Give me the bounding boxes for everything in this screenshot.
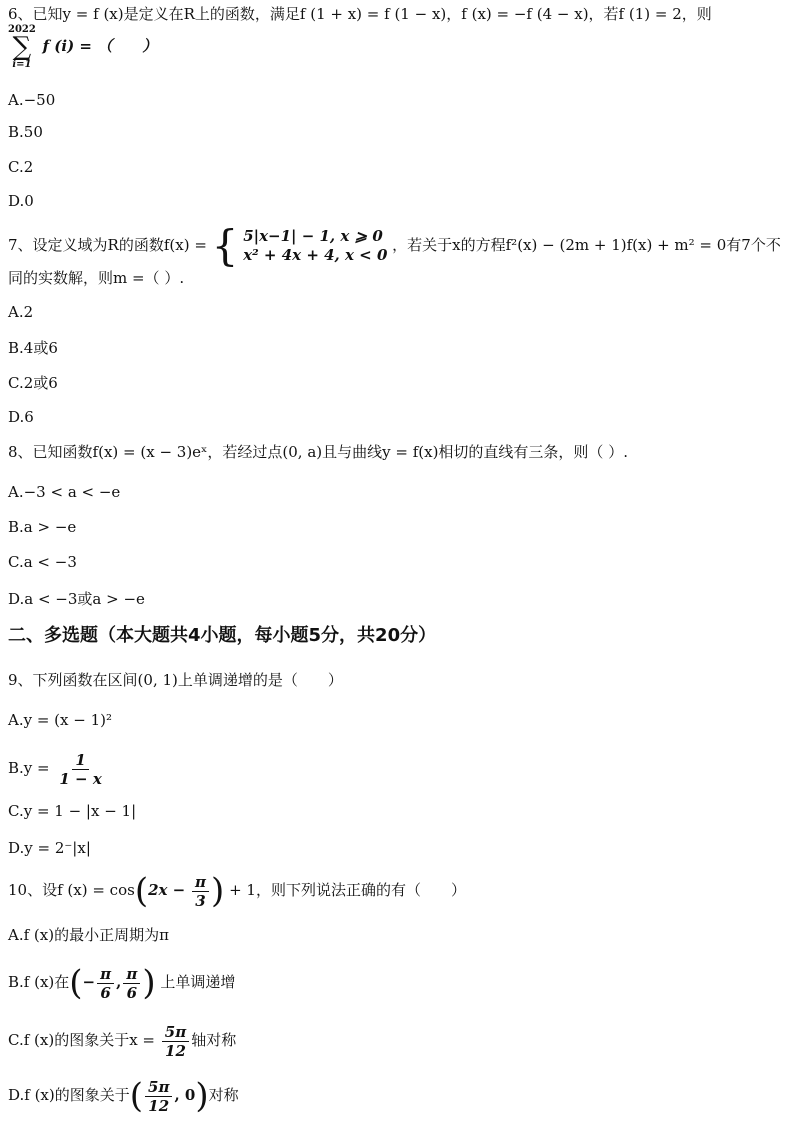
q10-option-d-suffix: 对称 xyxy=(208,1086,239,1104)
denominator: 3 xyxy=(195,891,206,910)
q10-option-c-prefix: C.f (x)的图象关于x = xyxy=(8,1031,155,1049)
q10-stem-suffix: + 1，则下列说法正确的有（ ） xyxy=(229,881,466,899)
numerator: 5π xyxy=(145,1078,172,1097)
q9-option-b xyxy=(8,750,107,788)
right-paren: ) xyxy=(195,1076,209,1116)
section-heading: 二、多选题（本大题共4小题，每小题5分，共20分） xyxy=(8,625,437,646)
q10-option-c-suffix: 轴对称 xyxy=(191,1031,237,1049)
left-paren: ( xyxy=(134,871,149,911)
denominator: 12 xyxy=(148,1096,170,1115)
q8-stem: 8、已知函数f(x) = (x − 3)eˣ，若经过点(0, a)且与曲线y = f(x)相切的直线有三条，则（ ）. xyxy=(8,443,628,461)
q7-option-a: A.2 xyxy=(8,303,34,321)
q6-sum-line xyxy=(8,24,157,70)
left-paren: ( xyxy=(129,1076,144,1116)
fraction xyxy=(56,751,104,788)
fraction xyxy=(145,1078,172,1115)
q6-option-c: C.2 xyxy=(8,158,34,176)
q9-option-d: D.y = 2⁻|x| xyxy=(8,839,91,857)
q8-option-a: A.−3 < a < −e xyxy=(8,483,121,501)
q7-stem-suffix: ，若关于x的方程f²(x) − (2m + 1)f(x) + m² = 0有7个不 xyxy=(392,236,781,254)
right-paren: ) xyxy=(142,963,156,1003)
q7-stem-prefix: 7、设定义域为R的函数f(x) = xyxy=(8,236,207,254)
q10-option-b-suffix: 上单调递增 xyxy=(160,973,236,991)
comma-zero: , 0 xyxy=(174,1086,196,1104)
denominator: 1 − x xyxy=(59,769,102,788)
q7-stem-line2: 同的实数解，则m =（ ）. xyxy=(8,269,185,287)
right-paren: ) xyxy=(211,871,225,911)
q8-option-c: C.a < −3 xyxy=(8,553,77,571)
q9-option-a: A.y = (x − 1)² xyxy=(8,711,113,729)
case-1: 5|x−1| − 1, x ⩾ 0 xyxy=(243,227,383,245)
q10-option-b-prefix: B.f (x)在 xyxy=(8,973,70,991)
q10-option-a: A.f (x)的最小正周期为π xyxy=(8,926,169,944)
q6-option-a: A.−50 xyxy=(8,91,56,109)
numerator: 1 xyxy=(72,751,88,770)
q8-option-d: D.a < −3或a > −e xyxy=(8,590,145,608)
q9-option-c: C.y = 1 − |x − 1| xyxy=(8,802,137,820)
numerator: π xyxy=(192,873,209,892)
sum-upper-limit: 2022 xyxy=(8,24,36,35)
numerator: 5π xyxy=(162,1023,189,1042)
fraction xyxy=(162,1023,189,1060)
denominator: 12 xyxy=(165,1041,186,1060)
fraction-2 xyxy=(123,965,140,1002)
summation xyxy=(8,24,36,70)
q6-option-b: B.50 xyxy=(8,123,43,141)
q9-option-b-prefix: B.y = xyxy=(8,759,50,777)
comma: , xyxy=(116,973,122,991)
fraction-1 xyxy=(97,965,114,1002)
case-2: x² + 4x + 4, x < 0 xyxy=(243,246,388,264)
denominator: 6 xyxy=(126,983,138,1002)
q7-option-d: D.6 xyxy=(8,408,34,426)
q7-stem xyxy=(8,221,781,270)
q10-option-d-prefix: D.f (x)的图象关于 xyxy=(8,1086,130,1104)
q7-option-b: B.4或6 xyxy=(8,339,58,357)
sum-body: f (i) = （ ） xyxy=(42,37,158,55)
piecewise-cases xyxy=(243,227,387,265)
q10-option-d xyxy=(8,1075,239,1115)
q8-option-b: B.a > −e xyxy=(8,518,77,536)
sum-lower-limit: i=1 xyxy=(12,59,32,70)
left-brace: { xyxy=(211,221,239,270)
minus-sign: − xyxy=(82,973,96,991)
pi-over-3-fraction xyxy=(192,873,209,910)
left-paren: ( xyxy=(69,963,83,1003)
q10-inner: 2x − xyxy=(148,881,186,899)
q6-stem: 6、已知y = f (x)是定义在R上的函数，满足f (1 + x) = f (1 − x)，f (x) = −f (4 − x)，若f (1) = 2，则 xyxy=(8,5,712,23)
q9-stem: 9、下列函数在区间(0, 1)上单调递增的是（ ） xyxy=(8,671,343,689)
q6-option-d: D.0 xyxy=(8,192,34,210)
q10-stem xyxy=(8,870,466,910)
numerator: π xyxy=(123,965,140,984)
q10-stem-prefix: 10、设f (x) = cos xyxy=(8,881,135,899)
q10-option-c xyxy=(8,1020,236,1060)
q10-option-b xyxy=(8,962,235,1002)
denominator: 6 xyxy=(100,983,111,1002)
numerator: π xyxy=(97,965,114,984)
sigma-symbol: ∑ xyxy=(12,32,32,62)
q7-option-c: C.2或6 xyxy=(8,374,58,392)
